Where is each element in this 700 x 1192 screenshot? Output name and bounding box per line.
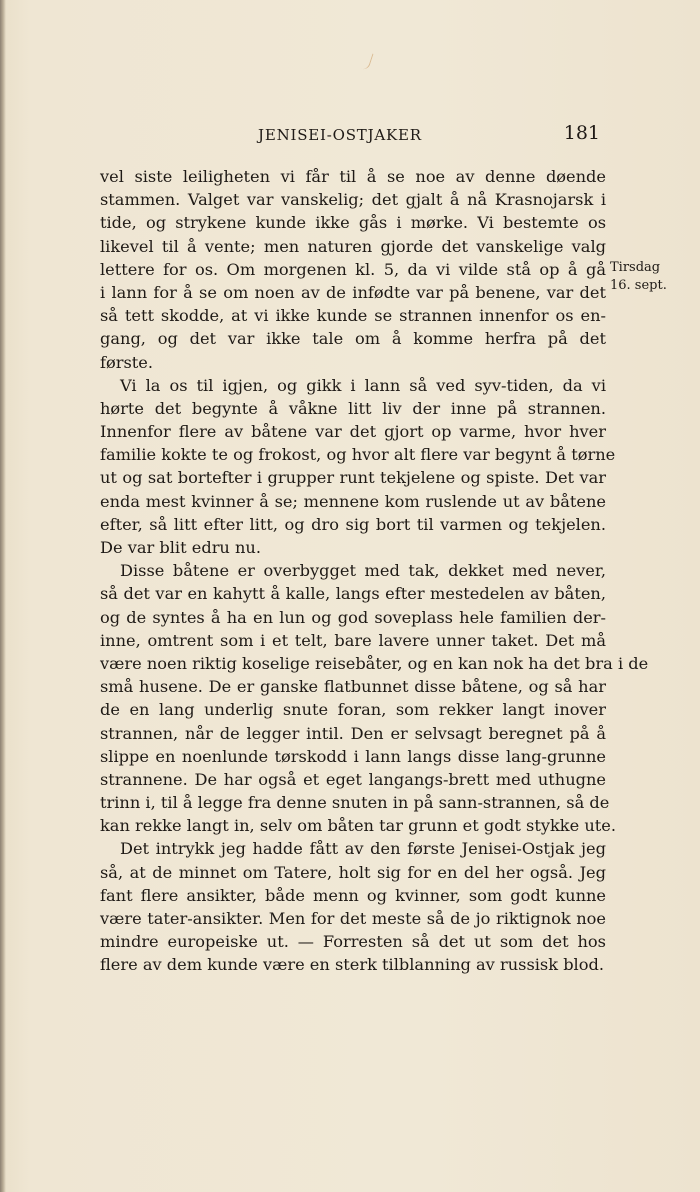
text-line: stammen. Valget var vanskelig; det gjalt å nå Krasnojarsk i xyxy=(100,190,606,210)
text-line: familie kokte te og frokost, og hvor alt flere var begynt å tørne xyxy=(100,445,616,465)
text-line: efter, så litt efter litt, og dro sig bort til varmen og tekjelen. xyxy=(100,514,606,534)
text-line: ut og sat bortefter i grupper runt tekjelene og spiste. Det var xyxy=(100,468,606,488)
text-line: være noen riktig koselige reisebåter, og en kan nok ha det bra i de xyxy=(100,653,649,673)
text-line: flere av dem kunde være en sterk tilblanning av russisk blod. xyxy=(100,955,604,975)
binding-edge xyxy=(0,0,6,1192)
text-line: trinn i, til å legge fra denne snuten in på sann-strannen, så de xyxy=(100,793,610,813)
text-line: De var blit edru nu. xyxy=(100,538,261,557)
text-line: Det intrykk jeg hadde fått av den første Jenisei-Ostjak jeg xyxy=(120,839,606,859)
text-line: hørte det begynte å våkne litt liv der inne på strannen. xyxy=(100,398,606,418)
text-line: lettere for os. Om morgenen kl. 5, da vi vilde stå op å gå xyxy=(100,259,606,279)
text-line: første. xyxy=(100,352,154,372)
text-line: kan rekke langt in, selv om båten tar grunn et godt stykke ute. xyxy=(100,816,616,836)
text-line: likevel til å vente; men naturen gjorde det vanskelige valg xyxy=(100,236,606,256)
text-line: slippe en noenlunde tørskodd i lann langs disse lang-grunne xyxy=(100,746,606,766)
text-line: Innenfor flere av båtene var det gjort op varme, hvor hver xyxy=(100,422,606,442)
text-line: i lann for å se om noen av de infødte var på benene, var det xyxy=(100,282,606,302)
text-line: inne, omtrent som i et telt, bare lavere unner taket. Det må xyxy=(100,630,606,650)
text-line: så, at de minnet om Tatere, holt sig for en del her også. Jeg xyxy=(100,862,606,882)
page-header xyxy=(100,120,600,148)
ink-mark xyxy=(359,51,373,71)
text-line: fant flere ansikter, både menn og kvinner, som godt kunne xyxy=(100,885,606,905)
text-line: tide, og strykene kunde ikke gås i mørke. Vi bestemte os xyxy=(100,213,606,233)
margin-note xyxy=(610,259,680,295)
margin-note-date: 16. sept. xyxy=(610,278,667,293)
text-line: være tater-ansikter. Men for det meste så de jo riktignok noe xyxy=(100,909,606,928)
text-line: strannen, når de legger intil. Den er selvsagt beregnet på å xyxy=(100,723,606,743)
text-line: de en lang underlig snute foran, som rekker langt inover xyxy=(100,700,606,720)
text-line: gang, og det var ikke tale om å komme herfra på det xyxy=(100,329,606,349)
text-line: Vi la os til igjen, og gikk i lann så ved syv-tiden, da vi xyxy=(120,375,606,395)
text-line: mindre europeiske ut. — Forresten så det ut som det hos xyxy=(100,932,606,952)
text-line: enda mest kvinner å se; mennene kom ruslende ut av båtene xyxy=(100,491,606,511)
text-line: strannene. De har også et eget langangs-brett med uthugne xyxy=(100,769,606,789)
text-line: små husene. De er ganske flatbunnet disse båtene, og så har xyxy=(100,677,606,697)
text-line: så det var en kahytt å kalle, langs efter mestedelen av båten, xyxy=(100,584,606,604)
page-number: 181 xyxy=(563,122,600,144)
text-line: og de syntes å ha en lun og god soveplass hele familien der- xyxy=(100,607,606,627)
margin-note-day: Tirsdag xyxy=(610,260,661,275)
running-title: JENISEI-OSTJAKER xyxy=(258,126,422,144)
text-line: så tett skodde, at vi ikke kunde se strannen innenfor os en- xyxy=(100,306,606,326)
text-line: Disse båtene er overbygget med tak, dekket med never, xyxy=(120,561,606,581)
text-line: vel siste leiligheten vi får til å se noe av denne døende xyxy=(100,167,606,186)
